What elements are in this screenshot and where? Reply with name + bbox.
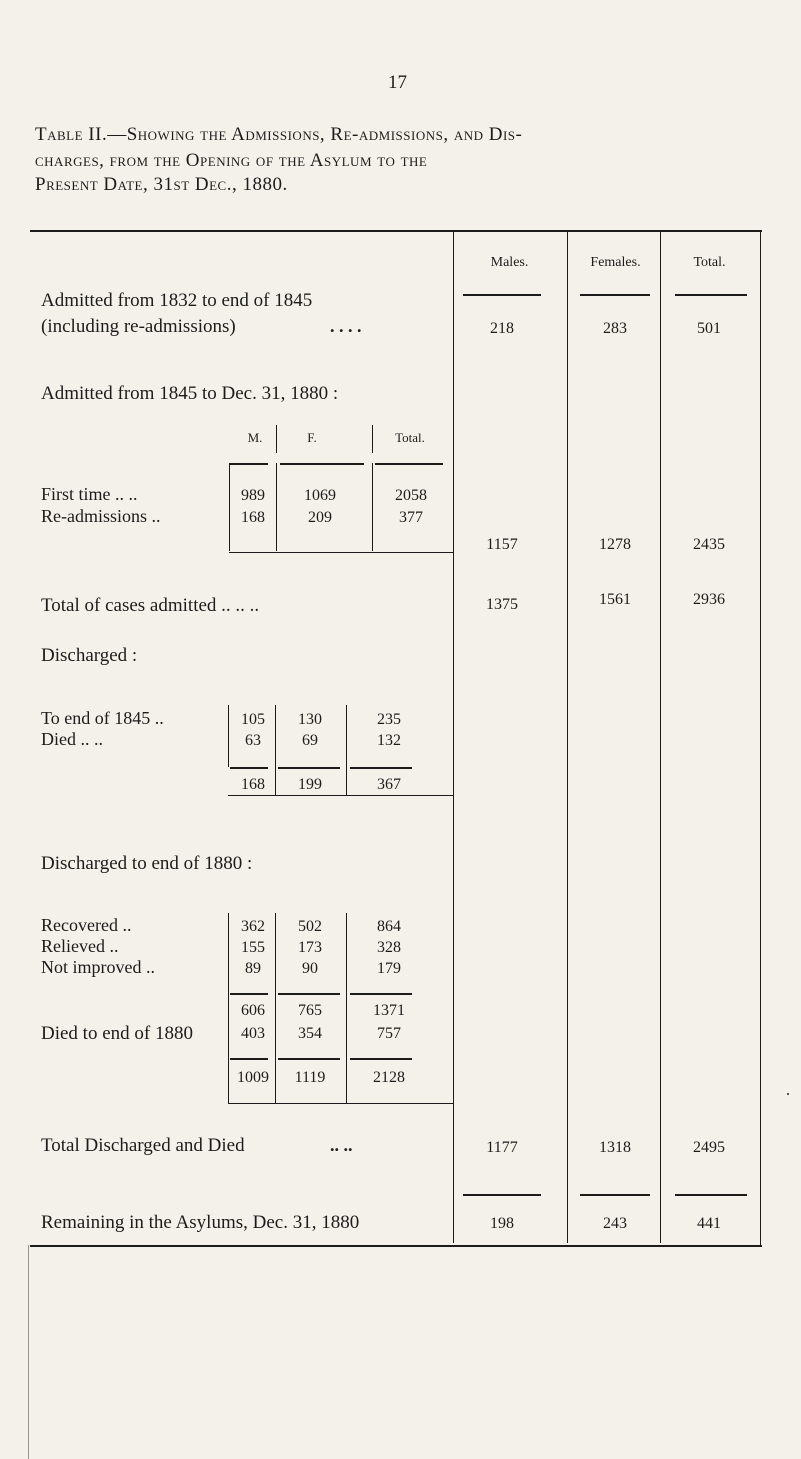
recovered-f: 502 <box>298 918 322 935</box>
sum-underline-f <box>278 1058 340 1060</box>
sum-underline-total <box>350 1058 412 1060</box>
header-underline-males <box>463 294 541 296</box>
subtotal-total: 1371 <box>373 1002 405 1019</box>
to-end-1845-total: 235 <box>377 711 401 728</box>
table-bottom-rule <box>30 1245 762 1247</box>
page-number: 17 <box>388 72 407 93</box>
discharged-sum-f: 199 <box>298 776 322 793</box>
subheader-f: F. <box>307 430 317 445</box>
total-discharged-females: 1318 <box>599 1139 631 1156</box>
died-m: 63 <box>245 732 261 749</box>
row-label-died-to-end-1880: Died to end of 1880 <box>41 1023 193 1044</box>
page-edge-shadow <box>28 1245 29 1459</box>
remaining-overline-total <box>675 1194 747 1196</box>
header-females: Females. <box>590 255 641 270</box>
subheader-underline-f <box>280 463 364 465</box>
admitted-1832-females: 283 <box>603 320 627 337</box>
total-admitted-label: Total of cases admitted .. .. .. <box>41 595 260 616</box>
relieved-m: 155 <box>241 939 265 956</box>
discharged-sum-m: 168 <box>241 776 265 793</box>
admitted-1845-label: Admitted from 1845 to Dec. 31, 1880 : <box>41 383 339 404</box>
discharged-block-rule-2 <box>346 705 347 795</box>
total-discharged-total: 2495 <box>693 1139 725 1156</box>
not-improved-total: 179 <box>377 960 401 977</box>
to-end-1845-m: 105 <box>241 711 265 728</box>
header-underline-females <box>580 294 650 296</box>
subheader-underline-m <box>230 463 268 465</box>
subtotal-underline-m <box>230 993 268 995</box>
remaining-overline-females <box>580 1194 650 1196</box>
row-label-not-improved: Not improved .. <box>41 957 155 977</box>
row-label-recovered: Recovered .. <box>41 915 132 935</box>
discharged-label: Discharged : <box>41 645 138 666</box>
row-label-re-admissions: Re-admissions .. <box>41 506 161 526</box>
died-total: 132 <box>377 732 401 749</box>
first-time-f: 1069 <box>304 487 336 504</box>
admitted-1832-label-line-1: Admitted from 1832 to end of 1845 <box>41 290 313 311</box>
admitted-1832-dots: . . . . <box>330 316 362 336</box>
remaining-overline-males <box>463 1194 541 1196</box>
remaining-label: Remaining in the Asylums, Dec. 31, 1880 <box>41 1212 360 1233</box>
recovered-m: 362 <box>241 918 265 935</box>
row-label-relieved: Relieved .. <box>41 936 119 956</box>
subtotal-f: 765 <box>298 1002 322 1019</box>
table-caption-line-3: Present Date, 31st Dec., 1880. <box>35 174 288 195</box>
subtotal-underline-f <box>278 993 340 995</box>
remaining-females: 243 <box>603 1215 627 1232</box>
row-label-first-time: First time .. .. <box>41 484 138 504</box>
paper-speck <box>787 1093 789 1095</box>
discharged-1880-sum-total: 2128 <box>373 1069 405 1086</box>
admitted-1845-block-rule-2 <box>372 463 373 551</box>
admitted-1845-total: 2435 <box>693 536 725 553</box>
discharged-sum-total: 367 <box>377 776 401 793</box>
subheader-divider-2 <box>372 425 373 453</box>
header-males: Males. <box>490 255 529 270</box>
died-1880-m: 403 <box>241 1025 265 1042</box>
subheader-total: Total. <box>395 430 425 445</box>
died-1880-f: 354 <box>298 1025 322 1042</box>
not-improved-f: 90 <box>302 960 318 977</box>
discharged-underline-f <box>278 767 340 769</box>
header-underline-total <box>675 294 747 296</box>
admitted-1832-label-line-2: (including re-admissions) <box>41 316 236 337</box>
total-discharged-dots: .. .. <box>330 1135 353 1155</box>
discharged-1880-block-bottom-rule <box>228 1103 454 1104</box>
row-label-to-end-of-1845: To end of 1845 .. <box>41 708 164 728</box>
discharged-1880-sum-m: 1009 <box>237 1069 269 1086</box>
first-time-m: 989 <box>241 487 265 504</box>
total-discharged-label: Total Discharged and Died <box>41 1135 245 1156</box>
relieved-f: 173 <box>298 939 322 956</box>
discharged-1880-sum-f: 1119 <box>294 1069 326 1086</box>
column-rule-total <box>660 231 661 1243</box>
admitted-1845-females: 1278 <box>599 536 631 553</box>
row-label-died: Died .. .. <box>41 729 103 749</box>
table-caption-line-2: charges, from the Opening of the Asylum to the <box>35 150 428 171</box>
re-admissions-f: 209 <box>308 509 332 526</box>
admitted-1845-block-rule-1 <box>276 463 277 551</box>
to-end-1845-f: 130 <box>298 711 322 728</box>
died-1880-total: 757 <box>377 1025 401 1042</box>
not-improved-m: 89 <box>245 960 261 977</box>
recovered-total: 864 <box>377 918 401 935</box>
column-rule-females <box>567 231 568 1243</box>
died-f: 69 <box>302 732 318 749</box>
admitted-1845-males: 1157 <box>486 536 518 553</box>
total-discharged-males: 1177 <box>486 1139 518 1156</box>
table-right-rule <box>760 231 761 1245</box>
sum-underline-m <box>230 1058 268 1060</box>
total-admitted-females: 1561 <box>599 591 631 608</box>
admitted-1845-block-left-rule <box>229 463 230 551</box>
re-admissions-total: 377 <box>399 509 423 526</box>
table-caption-line-1: Table II.—Showing the Admissions, Re-admissions, and Dis- <box>35 124 523 145</box>
column-rule-males <box>453 231 454 1243</box>
admitted-1832-males: 218 <box>490 320 514 337</box>
discharged-1880-block-rule-2 <box>346 913 347 1103</box>
discharged-block-bottom-rule <box>228 795 454 796</box>
total-admitted-males: 1375 <box>486 596 518 613</box>
discharged-1880-label: Discharged to end of 1880 : <box>41 853 253 874</box>
subtotal-m: 606 <box>241 1002 265 1019</box>
remaining-total: 441 <box>697 1215 721 1232</box>
discharged-underline-m <box>230 767 268 769</box>
header-total: Total. <box>693 255 726 270</box>
subtotal-underline-total <box>350 993 412 995</box>
remaining-males: 198 <box>490 1215 514 1232</box>
discharged-underline-total <box>350 767 412 769</box>
admitted-1832-total: 501 <box>697 320 721 337</box>
re-admissions-m: 168 <box>241 509 265 526</box>
first-time-total: 2058 <box>395 487 427 504</box>
subheader-underline-total <box>375 463 443 465</box>
admitted-1845-block-bottom-rule <box>229 552 454 553</box>
relieved-total: 328 <box>377 939 401 956</box>
subheader-m: M. <box>247 430 263 445</box>
subheader-divider-1 <box>276 425 277 453</box>
total-admitted-total: 2936 <box>693 591 725 608</box>
table-top-rule <box>30 230 762 232</box>
